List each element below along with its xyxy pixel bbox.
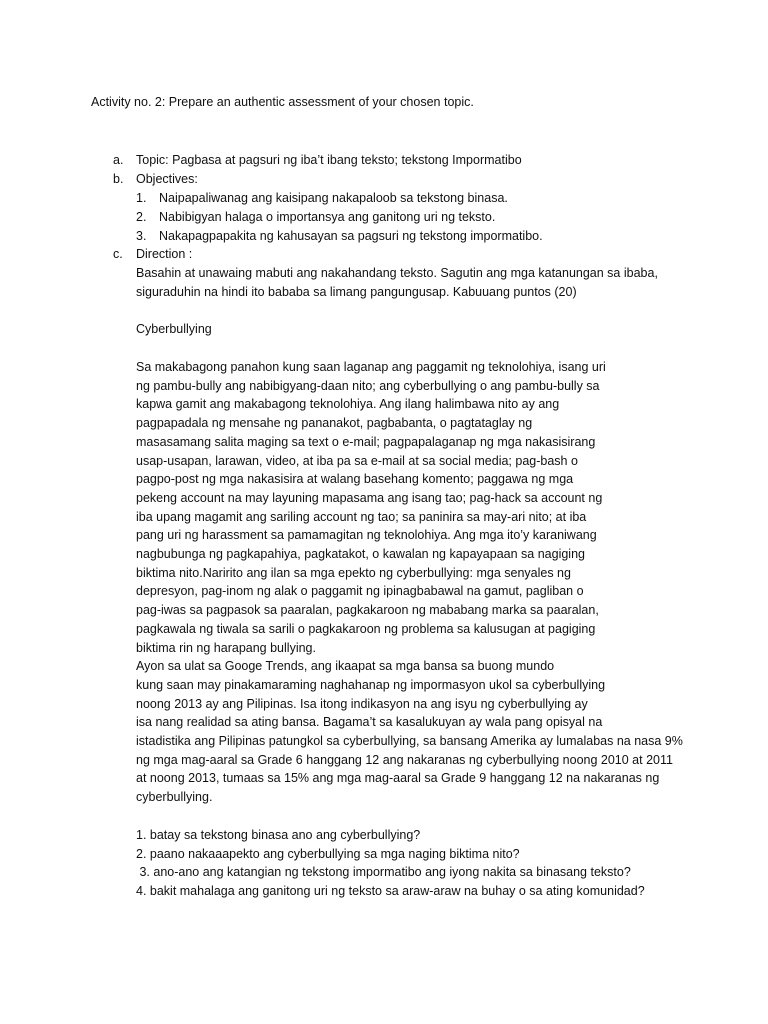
article-line: usap-usapan, larawan, video, at iba pa sa e-mail at sa social media; pag-bash o: [136, 453, 578, 468]
article-line: nagbubunga ng pagkapahiya, pagkatakot, o kawalan ng kapayapaan sa nagiging: [136, 547, 585, 562]
topic-marker: a.: [113, 153, 124, 167]
objectives-heading: Objectives:: [136, 172, 198, 186]
objective-text: Nabibigyan halaga o importansya ang ganitong uri ng teksto.: [159, 210, 496, 224]
direction-marker: c.: [113, 247, 123, 261]
question-item: 3. ano-ano ang katangian ng tekstong impormatibo ang iyong nakita sa binasang teksto?: [136, 865, 631, 880]
article-line: at noong 2013, tumaas sa 15% ang mga mag-aaral sa Grade 9 hanggang 12 na nakaranas ng: [136, 771, 660, 786]
article-line: kung saan may pinakamaraming naghahanap ng impormasyon ukol sa cyberbullying: [136, 677, 606, 692]
article-line: pagkawala ng tiwala sa sarili o pagkakaroon ng problema sa kalusugan at pagiging: [136, 621, 596, 636]
article-body: [136, 358, 696, 807]
article-line: istadistika ang Pilipinas patungkol sa cyberbullying, sa bansang Amerika ay lumalabas na nasa 9%: [136, 734, 683, 749]
article-line: noong 2013 ay ang Pilipinas. Isa itong indikasyon na ang isyu ng cyberbullying ay: [136, 696, 588, 711]
objective-text: Nakapagpapakita ng kahusayan sa pagsuri ng tekstong impormatibo.: [159, 229, 543, 243]
question-item: 1. batay sa tekstong binasa ano ang cyberbullying?: [136, 828, 421, 842]
article-line: biktima nito.Naririto ang ilan sa mga epekto ng cyberbullying: mga senyales ng: [136, 565, 571, 580]
question-item: 2. paano nakaaapekto ang cyberbullying sa mga naging biktima nito?: [136, 846, 520, 861]
article-line: Ayon sa ulat sa Googe Trends, ang ikaapat sa mga bansa sa buong mundo: [136, 659, 555, 674]
objective-number: 1.: [136, 191, 147, 205]
question-item: 4. bakit mahalaga ang ganitong uri ng teksto sa araw-araw na buhay o sa ating komunidad?: [136, 884, 645, 899]
objective-number: 3.: [136, 229, 147, 243]
article-line: kapwa gamit ang makabagong teknolohiya. Ang ilang halimbawa nito ay ang: [136, 397, 560, 412]
article-line: pag-iwas sa pagpasok sa paaralan, pagkakaroon ng mababang marka sa paaralan,: [136, 603, 599, 618]
objective-text: Naipapaliwanag ang kaisipang nakapaloob sa tekstong binasa.: [159, 191, 508, 205]
topic-text: Topic: Pagbasa at pagsuri ng iba’t ibang teksto; tekstong Impormatibo: [136, 153, 522, 167]
article-line: iba upang magamit ang sariling account ng tao; sa paninira sa may-ari nito; at iba: [136, 509, 587, 524]
direction-heading: Direction :: [136, 247, 193, 261]
article-line: isa nang realidad sa ating bansa. Bagama’t sa kasalukuyan ay wala pang opisyal na: [136, 715, 603, 730]
article-line: Sa makabagong panahon kung saan laganap ang paggamit ng teknolohiya, isang uri: [136, 360, 606, 374]
objectives-marker: b.: [113, 172, 124, 186]
article-line: cyberbullying.: [136, 790, 213, 805]
article-line: masasamang salita maging sa text o e-mail; pagpapalaganap ng mga nakasisirang: [136, 434, 596, 449]
article-line: pekeng account na may layuning mapasama ang isang tao; pag-hack sa account ng: [136, 490, 603, 505]
article-line: ng mga mag-aaral sa Grade 6 hanggang 12 ang nakaranas ng cyberbullying noong 2010 at 2011: [136, 752, 673, 767]
article-line: biktima rin ng harapang bullying.: [136, 640, 316, 655]
article-line: ng pambu-bully ang nabibigyang-daan nito; ang cyberbullying o ang pambu-bully sa: [136, 378, 600, 393]
objective-number: 2.: [136, 210, 147, 224]
article-line: pang uri ng harassment sa pamamagitan ng teknolohiya. Ang mga ito’y karaniwang: [136, 528, 597, 543]
article-line: depresyon, pag-inom ng alak o paggamit ng ipinagbabawal na gamut, pagliban o: [136, 584, 584, 599]
activity-title: Activity no. 2: Prepare an authentic assessment of your chosen topic.: [91, 95, 474, 109]
article-title: Cyberbullying: [136, 322, 212, 336]
article-line: pagpo-post ng mga nakasisira at walang basehang komento; paggawa ng mga: [136, 472, 574, 487]
question-list: [136, 826, 645, 901]
direction-line: siguraduhin na hindi ito bababa sa limang pangungusap. Kabuuang puntos (20): [136, 285, 577, 299]
article-line: pagpapadala ng mensahe ng pananakot, pagbabanta, o pagtataglay ng: [136, 416, 533, 431]
direction-line: Basahin at unawaing mabuti ang nakahandang teksto. Sagutin ang mga katanungan sa ibaba,: [136, 266, 658, 280]
